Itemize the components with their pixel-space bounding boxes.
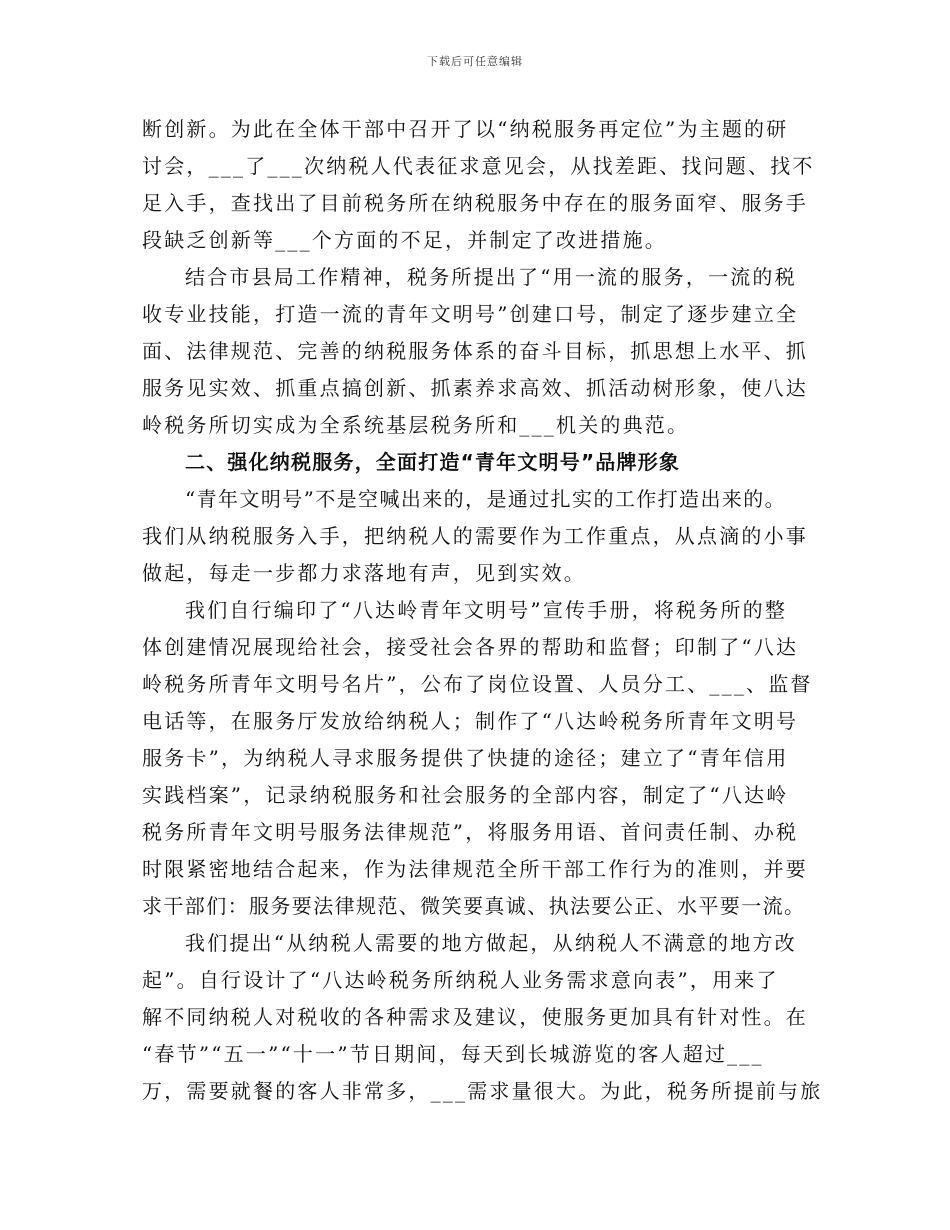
text-line: 面、法律规范、完善的纳税服务体系的奋斗目标，抓思想上水平、抓 — [142, 339, 808, 363]
text-line: 时限紧密地结合起来，作为法律规范全所干部工作行为的准则，并要 — [142, 857, 808, 881]
text-line: 讨会，___了___次纳税人代表征求意见会，从找差距、找问题、找不 — [142, 154, 815, 178]
paragraph-start: 结合市县局工作精神，税务所提出了“用一流的服务，一流的税 — [185, 265, 797, 289]
text-line: 岭税务所青年文明号名片”，公布了岗位设置、人员分工、___、监督 — [142, 672, 813, 696]
text-line: 求干部们：服务要法律规范、微笑要真诚、执法要公正、水平要一流。 — [142, 894, 806, 918]
text-line: 断创新。为此在全体干部中召开了以“纳税服务再定位”为主题的研 — [142, 117, 789, 141]
text-line: 解不同纳税人对税收的各种需求及建议，使服务更加具有针对性。在 — [142, 1005, 808, 1029]
page-header: 下载后可任意编辑 — [427, 55, 523, 68]
text-line: “春节”“五一”“十一”节日期间，每天到长城游览的客人超过___ — [142, 1042, 764, 1066]
text-line: 起”。自行设计了“八达岭税务所纳税人业务需求意向表”，用来了 — [142, 968, 779, 992]
text-line: 足入手，查找出了目前税务所在纳税服务中存在的服务面窄、服务手 — [142, 191, 808, 215]
text-line: 实践档案”，记录纳税服务和社会服务的全部内容，制定了“八达岭 — [142, 783, 789, 807]
text-line: 服务见实效、抓重点搞创新、抓素养求高效、抓活动树形象，使八达 — [142, 376, 808, 400]
text-line: 我们从纳税服务入手，把纳税人的需要作为工作重点，从点滴的小事 — [142, 524, 808, 548]
document-body — [142, 111, 823, 1110]
text-line: 体创建情况展现给社会，接受社会各界的帮助和监督；印制了“八达 — [142, 635, 799, 659]
text-line: 电话等，在服务厅发放给纳税人；制作了“八达岭税务所青年文明号 — [142, 709, 799, 733]
text-line: 万，需要就餐的客人非常多，___需求量很大。为此，税务所提前与旅 — [142, 1079, 823, 1103]
paragraph-start: 我们提出“从纳税人需要的地方做起，从纳税人不满意的地方改 — [185, 931, 797, 955]
text-line: 收专业技能，打造一流的青年文明号”创建口号，制定了逐步建立全 — [142, 302, 799, 326]
paragraph-start: 我们自行编印了“八达岭青年文明号”宣传手册，将税务所的整 — [185, 598, 788, 622]
paragraph-start: “青年文明号”不是空喊出来的，是通过扎实的工作打造出来的。 — [185, 487, 787, 511]
text-line: 做起，每走一步都力求落地有声，见到实效。 — [142, 561, 586, 585]
text-line: 段缺乏创新等___个方面的不足，并制定了改进措施。 — [142, 228, 667, 252]
section-heading: 二、强化纳税服务，全面打造“青年文明号”品牌形象 — [185, 450, 681, 474]
text-line: 岭税务所切实成为全系统基层税务所和___机关的典范。 — [142, 413, 690, 437]
text-line: 服务卡”，为纳税人寻求服务提供了快捷的途径；建立了“青年信用 — [142, 746, 789, 770]
text-line: 税务所青年文明号服务法律规范”，将服务用语、首问责任制、办税 — [142, 820, 799, 844]
